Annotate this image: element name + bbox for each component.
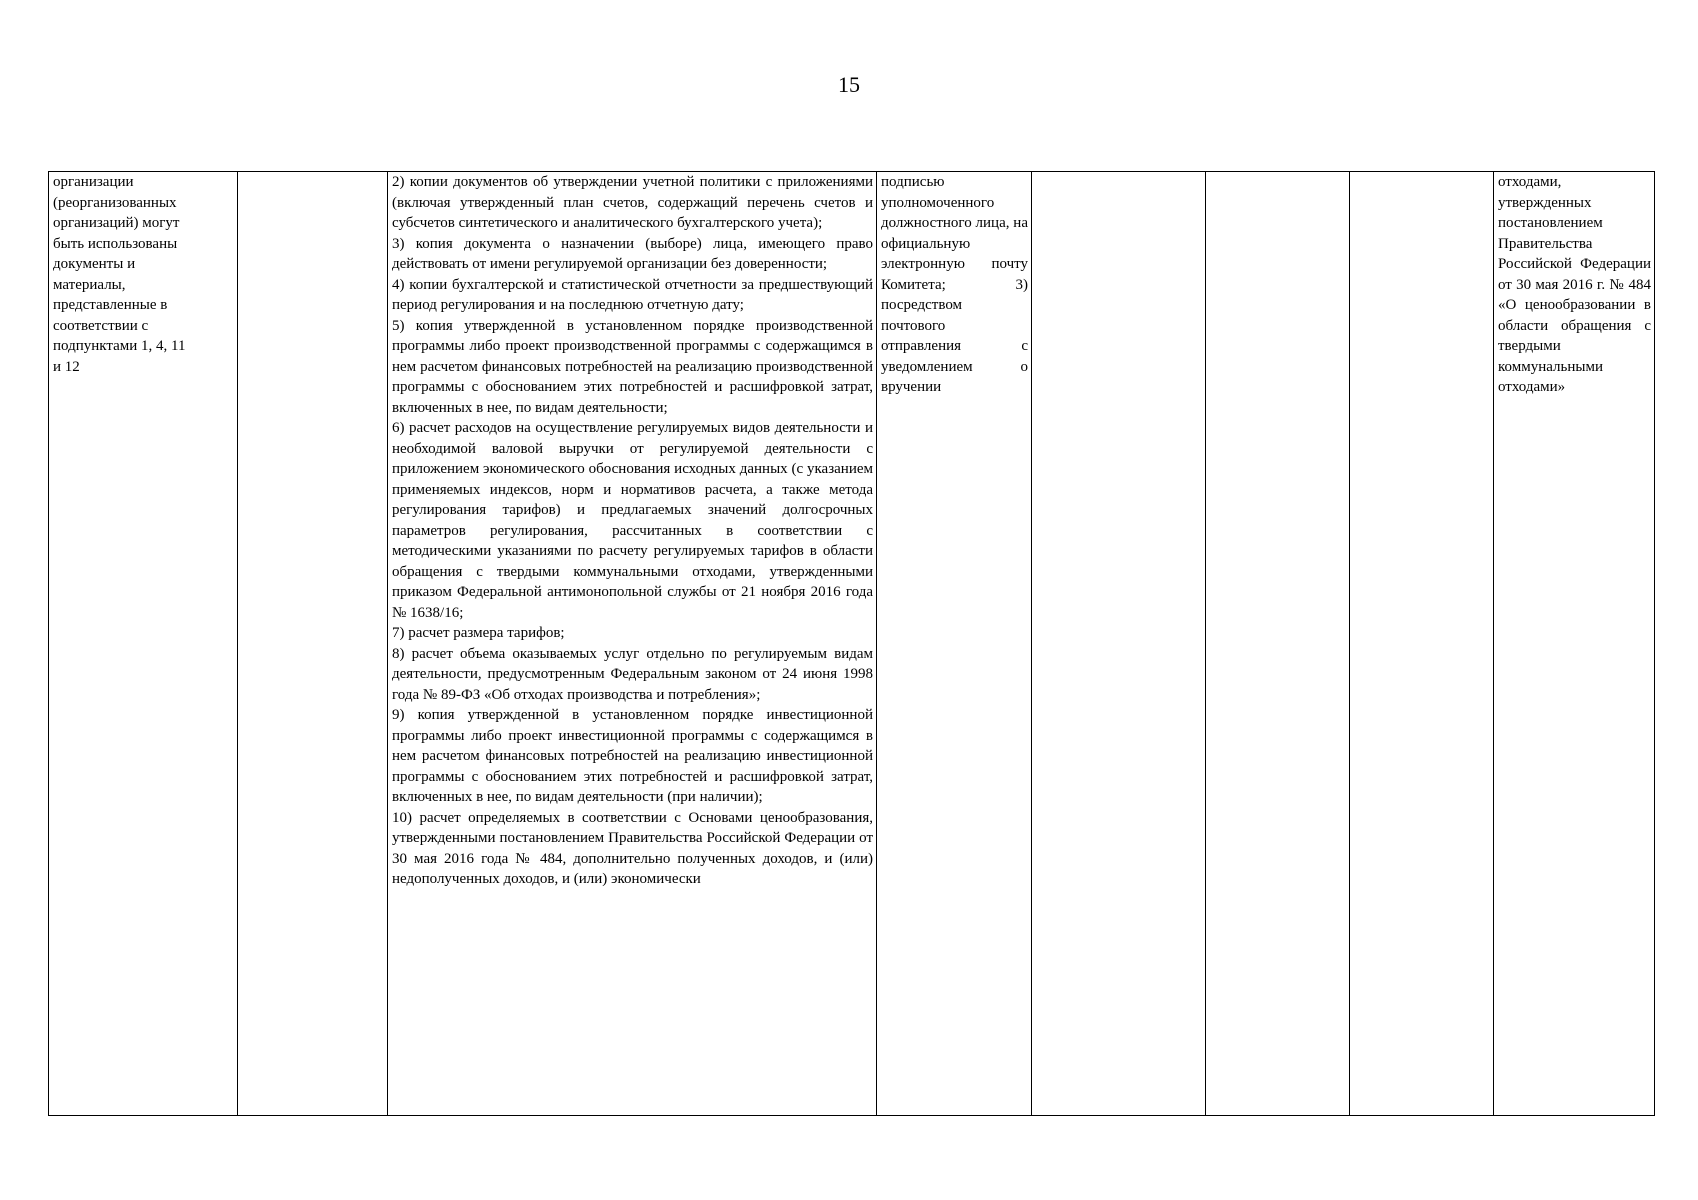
cell-line: подпунктами 1, 4, 11 [53, 338, 186, 354]
cell-legal-basis: отходами, утвержденных постановлением Правительства Российской Федерации от 30 мая 2016 г. № 484 «О ценообразовании в области обращения с твердыми коммунальными отходами» [1494, 172, 1655, 1116]
cell-line: материалы, [53, 276, 126, 293]
cell-empty-5 [1032, 172, 1206, 1116]
cell-applicant-note [49, 172, 238, 1116]
document-item: 6) расчет расходов на осуществление регулируемых видов деятельности и необходимой валовой выручки от регулируемой деятельности с приложением экономического обоснования исходных данных (с указанием применяемых индексов, норм и нормативов расчета, а также метода регулирования тарифов) и предлагаемых значений долгосрочных параметров регулирования, рассчитанных в соответствии с методическими указаниями по расчету регулируемых тарифов в области обращения с твердыми коммунальными отходами, утвержденными приказом Федеральной антимонопольной службы от 21 ноября 2016 года № 1638/16; [392, 420, 873, 621]
cell-documents-list [388, 172, 877, 1116]
cell-line: организации [53, 174, 134, 190]
cell-empty-6 [1206, 172, 1350, 1116]
document-item: 3) копия документа о назначении (выборе) лица, имеющего право действовать от имени регулируемой организации без доверенности; [392, 235, 873, 272]
cell-line: быть использованы [53, 235, 178, 252]
document-item: 4) копии бухгалтерской и статистической отчетности за предшествующий период регулирования и на последнюю отчетную дату; [392, 276, 873, 313]
document-item: 7) расчет размера тарифов; [392, 625, 565, 641]
cell-empty-7 [1350, 172, 1494, 1116]
document-item: 2) копии документов об утверждении учетной политики с приложениями (включая утвержденный план счетов, содержащий перечень счетов и субсчетов синтетического и аналитического бухгалтерского учета); [392, 174, 873, 231]
document-item: 10) расчет определяемых в соответствии с Основами ценообразования, утвержденными постановлением Правительства Российской Федерации от 30 мая 2016 года № 484, дополнительно полученных доходов, и (или) недополученных доходов, и (или) экономически [392, 809, 873, 887]
cell-line: и 12 [53, 358, 80, 375]
document-item: 5) копия утвержденной в установленном порядке производственной программы либо проект производственной программы с содержащимся в нем расчетом финансовых потребностей на реализацию производственной программы с обоснованием этих потребностей и расшифровкой затрат, включенных в нее, по видам деятельности; [392, 317, 873, 416]
cell-line: соответствии с [53, 317, 149, 334]
cell-line: документы и [53, 256, 136, 272]
document-item: 9) копия утвержденной в установленном порядке инвестиционной программы либо проект инвестиционной программы с содержащимся в нем расчетом финансовых потребностей на реализацию инвестиционной программы с обоснованием этих потребностей и расшифровкой затрат, включенных в нее, по видам деятельности (при наличии); [392, 707, 873, 805]
cell-line: организаций) могут [53, 215, 180, 231]
cell-line: (реорганизованных [53, 194, 177, 211]
page-number: 15 [838, 72, 860, 97]
document-item: 8) расчет объема оказываемых услуг отдельно по регулируемым видам деятельности, предусмотренным Федеральным законом от 24 июня 1998 года № 89-ФЗ «Об отходах производства и потребления»; [392, 645, 873, 703]
regulation-table [48, 171, 1655, 1116]
cell-line: представленные в [53, 297, 168, 313]
table-row [49, 172, 1655, 1116]
cell-submission-method: подписью уполномоченного должностного лица, на официальную электронную почту Комитета; 3) посредством почтового отправления с уведомлением о вручении [877, 172, 1032, 1116]
cell-empty-2 [238, 172, 388, 1116]
